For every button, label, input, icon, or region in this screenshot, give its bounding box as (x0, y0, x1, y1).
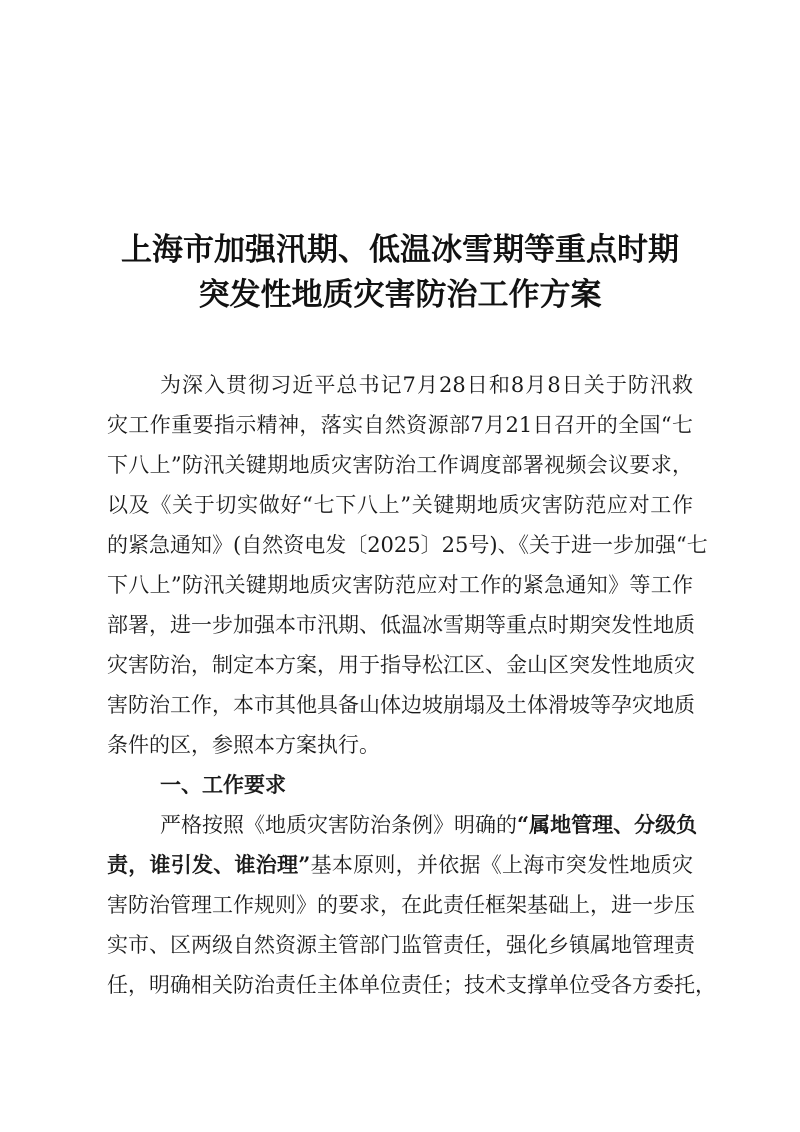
text-line: 以及《关于切实做好“七下八上”关键期地质灾害防范应对工作 (107, 493, 693, 517)
text-line: 害防治工作，本市其他具备山体边坡崩塌及土体滑坡等孕灾地质 (107, 693, 695, 717)
document-body (107, 365, 716, 1005)
intro-paragraph (107, 365, 708, 765)
text-line: 的紧急通知》(自然资电发〔2025〕25号)、《关于进一步加强“七 (107, 533, 708, 557)
text-line (107, 845, 693, 885)
text-segment: 基本原则，并依据《上海市突发性地质灾 (310, 853, 693, 877)
text-line: 实市、区两级自然资源主管部门监管责任，强化乡镇属地管理责 (107, 933, 695, 957)
text-line: 为深入贯彻习近平总书记7月28日和8月8日关于防汛救 (160, 373, 693, 397)
text-line: 灾害防治，制定本方案，用于指导松江区、金山区突发性地质灾 (107, 653, 695, 677)
text-line: 害防治管理工作规则》的要求，在此责任框架基础上，进一步压 (107, 893, 695, 917)
text-line: 下八上”防汛关键期地质灾害防治工作调度部署视频会议要求， (107, 453, 693, 477)
text-line (107, 805, 698, 845)
bold-principle-text: 责，谁引发、谁治理” (107, 852, 311, 877)
section-work-requirements (107, 765, 716, 1005)
text-line: 灾工作重要指示精神，落实自然资源部7月21日召开的全国“七 (107, 413, 693, 437)
text-line: 任，明确相关防治责任主体单位责任；技术支撑单位受各方委托， (107, 973, 716, 997)
text-line: 条件的区，参照本方案执行。 (107, 733, 380, 757)
text-line: 部署，进一步加强本市汛期、低温冰雪期等重点时期突发性地质 (107, 613, 695, 637)
section-heading: 一、工作要求 (160, 773, 286, 797)
text-line: 下八上”防汛关键期地质灾害防范应对工作的紧急通知》等工作 (107, 573, 693, 597)
text-segment: 严格按照《地质灾害防治条例》明确的 (160, 813, 517, 837)
document-title-line-2: 突发性地质灾害防治工作方案 (198, 277, 602, 313)
document-title-line-1: 上海市加强汛期、低温冰雪期等重点时期 (121, 232, 679, 268)
bold-principle-text: “属地管理、分级负 (517, 812, 698, 837)
